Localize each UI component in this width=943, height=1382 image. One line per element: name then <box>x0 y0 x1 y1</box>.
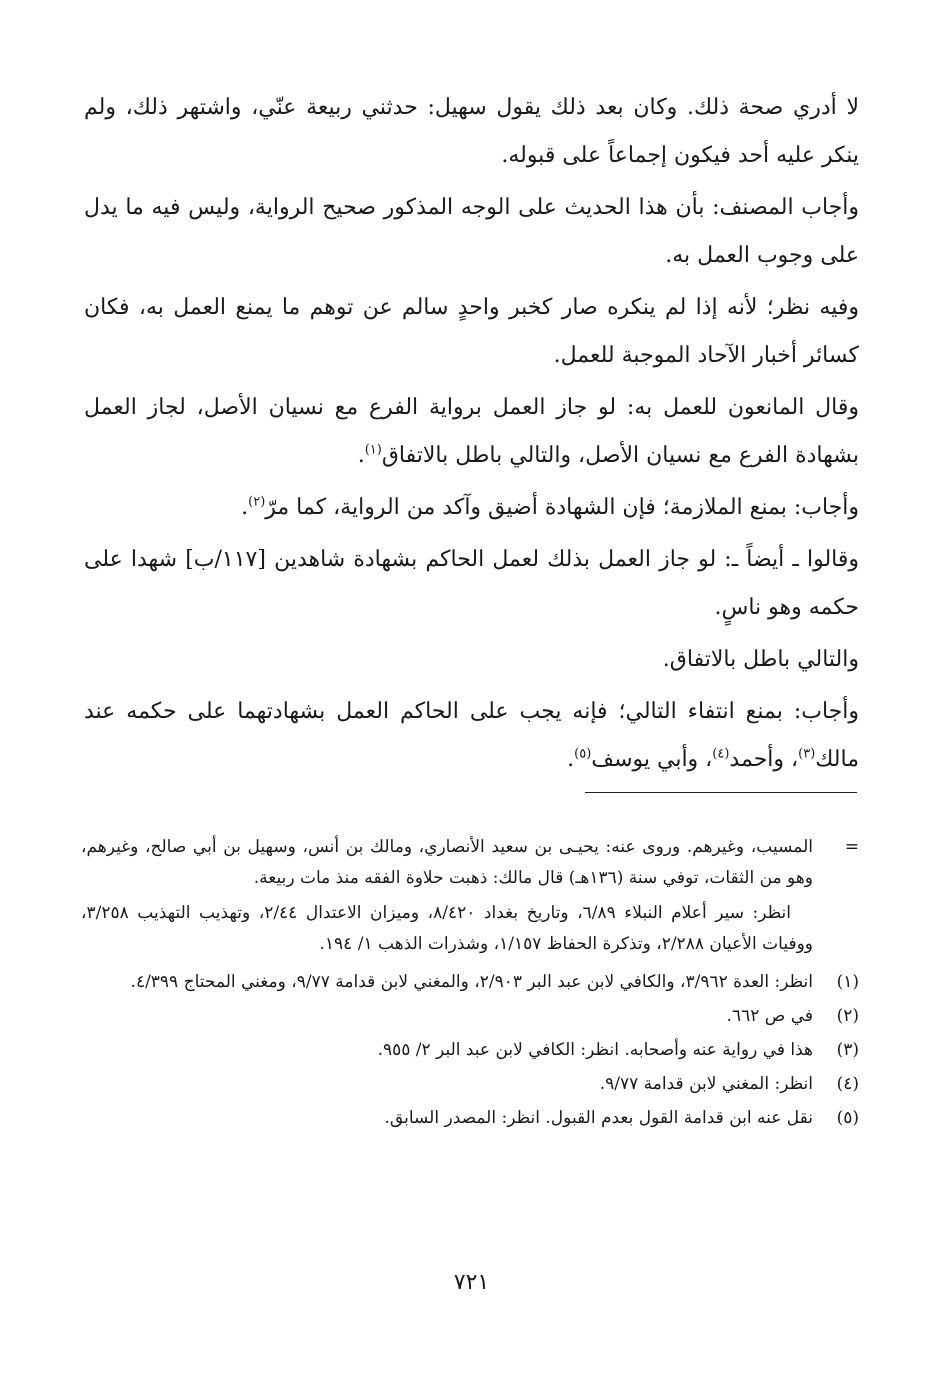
footnote-continuation <box>81 832 859 964</box>
footnote-ref-3[interactable]: (٣) <box>798 746 816 762</box>
footnote-2 <box>81 1001 859 1032</box>
continuation-text-1: المسيب، وغيرهم. وروى عنه: يحيـى بن سعيد الأنصاري، ومالك بن أنس، وسهيل بن أبي صالح، وغيرهم، وهو من الثقات، توفي سنة (١٣٦هـ) قال مالك: ذهبت حلاوة الفقه منذ مات ربيعة. <box>81 837 813 888</box>
footnote-marker: (٤) <box>836 1074 859 1094</box>
paragraph-4-text: وقال المانعون للعمل به: لو جاز العمل برواية الفرع مع نسيان الأصل، لجاز العمل بشهادة الفرع مع نسيان الأصل، والتالي باطل بالاتفاق <box>84 395 859 468</box>
paragraph-6: وقالوا ـ أيضاً ـ: لو جاز العمل بذلك لعمل الحاكم بشهادة شاهدين [١١٧/ب] شهدا على حكمه وهو ناسٍ. <box>84 547 859 620</box>
paragraph-8 <box>84 688 859 784</box>
page-number: ٧٢١ <box>453 1270 490 1295</box>
footnotes <box>81 832 859 1137</box>
footnote-marker: (٢) <box>836 1006 859 1026</box>
paragraph-5-text: وأجاب: بمنع الملازمة؛ فإن الشهادة أضيق وآكد من الرواية، كما مرّ <box>265 495 859 520</box>
paragraph-4 <box>84 384 859 480</box>
footnote-marker: (٣) <box>836 1040 859 1060</box>
footnote-ref-5[interactable]: (٥) <box>574 746 592 762</box>
footnote-3 <box>81 1035 859 1066</box>
continuation-body <box>81 832 813 964</box>
paragraph-1: لا أدري صحة ذلك. وكان بعد ذلك يقول سهيل: حدثني ربيعة عنّي، واشتهر ذلك، ولم ينكر عليه أحد فيكون إجماعاً على قبوله. <box>84 95 859 168</box>
continuation-marker: = <box>844 837 859 857</box>
paragraph-5-end: . <box>241 495 249 520</box>
paragraph-8-part-3: ، وأبي يوسف <box>591 747 713 772</box>
footnote-text: نقل عنه ابن قدامة القول بعدم القبول. انظر: المصدر السابق. <box>384 1108 813 1128</box>
paragraph-5 <box>84 484 859 532</box>
paragraph-2: وأجاب المصنف: بأن هذا الحديث على الوجه المذكور صحيح الرواية، وليس فيه ما يدل على وجوب العمل به. <box>84 195 859 268</box>
continuation-text-2: انظر: سير أعلام النبلاء ٦/٨٩، وتاريخ بغداد ٨/٤٢٠، وميزان الاعتدال ٢/٤٤، وتهذيب التهذيب ٣/٢٥٨، ووفيات الأعيان ٢/٢٨٨، وتذكرة الحفاظ ١/١٥٧، وشذرات الذهب ١/ ١٩٤. <box>81 903 813 954</box>
footnote-1 <box>81 967 859 998</box>
footnote-text: انظر: المغني لابن قدامة ٩/٧٧. <box>599 1074 813 1094</box>
paragraph-3: وفيه نظر؛ لأنه إذا لم ينكره صار كخبر واحدٍ سالم عن توهم ما يمنع العمل به، فكان كسائر أخبار الآحاد الموجبة للعمل. <box>84 295 859 368</box>
footnote-separator <box>585 792 857 793</box>
footnote-text: هذا في رواية عنه وأصحابه. انظر: الكافي لابن عبد البر ٢/ ٩٥٥. <box>377 1040 813 1060</box>
footnote-ref-1[interactable]: (١) <box>364 442 382 458</box>
paragraph-8-part-2: ، وأحمد <box>729 747 799 772</box>
paragraph-8-part-4: . <box>567 747 575 772</box>
paragraph-7: والتالي باطل بالاتفاق. <box>662 647 859 672</box>
footnote-marker: (٥) <box>836 1108 859 1128</box>
footnote-ref-4[interactable]: (٤) <box>712 746 730 762</box>
footnote-4 <box>81 1069 859 1100</box>
footnote-text: في ص ٦٦٢. <box>726 1006 813 1026</box>
main-text <box>84 84 859 788</box>
footnote-5 <box>81 1103 859 1134</box>
footnote-ref-2[interactable]: (٢) <box>248 494 266 510</box>
paragraph-8-part-1: وأجاب: بمنع انتفاء التالي؛ فإنه يجب على الحاكم العمل بشهادتهما على حكمه عند مالك <box>84 699 859 772</box>
footnote-text: انظر: العدة ٣/٩٦٢، والكافي لابن عبد البر ٢/٩٠٣، والمغني لابن قدامة ٩/٧٧، ومغني المحتاج ٤/٣٩٩. <box>130 972 813 992</box>
footnote-marker: (١) <box>836 972 859 992</box>
paragraph-4-end: . <box>357 443 365 468</box>
